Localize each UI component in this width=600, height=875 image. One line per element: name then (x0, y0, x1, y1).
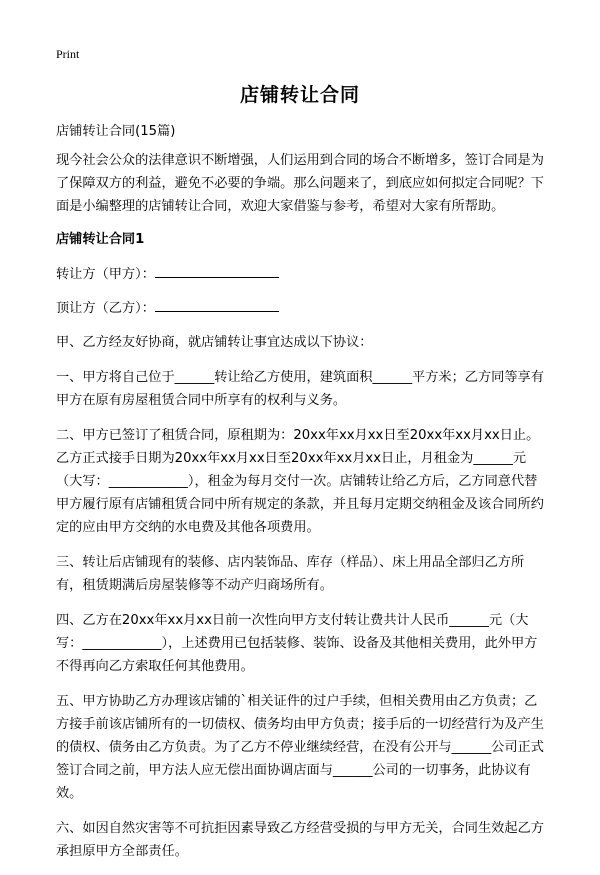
transferee-line (56, 297, 546, 320)
clause-1: 一、甲方将自己位于______转让给乙方使用，建筑面积______平方米；乙方同等享有甲方在原有房屋租赁合同中所享有的权利与义务。 (56, 370, 544, 408)
transferee-label: 顶让方（乙方）： (56, 301, 155, 316)
document-subtitle: 店铺转让合同(15篇) (56, 124, 176, 139)
document-body (56, 120, 546, 875)
clause-6: 六、如因自然灾害等不可抗拒因素导致乙方经营受损的与甲方无关，合同生效起乙方承担原甲方全部责任。 (56, 821, 544, 859)
clause-5: 五、甲方协助乙方办理该店铺的`相关证件的过户手续，但相关费用由乙方负责；乙方接手前该店铺所有的一切债权、债务均由甲方负责；接手后的一切经营行为及产生的债权、债务由乙方负责。为了乙方不停业继续经营，在没有公开与______公司正式签订合同之前，甲方法人应无偿出面协调店面与______公司的一切事务，此协议有效。 (56, 694, 544, 801)
transferor-blank (155, 263, 279, 278)
section-heading: 店铺转让合同1 (56, 232, 145, 247)
intro-paragraph: 现今社会公众的法律意识不断增强，人们运用到合同的场合不断增多，签订合同是为了保障双方的利益，避免不必要的争端。那么问题来了，到底应如何拟定合同呢？下面是小编整理的店铺转让合同，欢迎大家借鉴与参考，希望对大家有所帮助。 (56, 153, 544, 214)
clause-3: 三、转让后店铺现有的装修、店内装饰品、库存（样品）、床上用品全部归乙方所有，租赁期满后房屋装修等不动产归商场所有。 (56, 555, 525, 593)
document-title: 店铺转让合同 (239, 84, 360, 106)
transferor-label: 转让方（甲方）： (56, 267, 155, 282)
clause-4: 四、乙方在20xx年xx月xx日前一次性向甲方支付转让费共计人民币______元（大写：____________），上述费用已包括装修、装饰、设备及其他相关费用，此外甲方不得再向乙方索取任何其他费用。 (56, 613, 538, 674)
print-link[interactable]: Print (56, 47, 80, 61)
clause-2: 二、甲方已签订了租赁合同，原租期为：20xx年xx月xx日至20xx年xx月xx日止。乙方正式接手日期为20xx年xx月xx日至20xx年xx月xx日止，月租金为______元（大写：____________），租金为每月交付一次。店铺转让给乙方后，乙方同意代替甲方履行原有店铺租赁合同中所有规定的条款，并且每月定期交纳租金及该合同所约定的应由甲方交纳的水电费及其他各项费用。 (56, 428, 544, 535)
transferee-blank (155, 297, 279, 312)
transferor-line (56, 263, 546, 286)
agreement-intro: 甲、乙方经友好协商，就店铺转让事宜达成以下协议： (56, 335, 373, 350)
